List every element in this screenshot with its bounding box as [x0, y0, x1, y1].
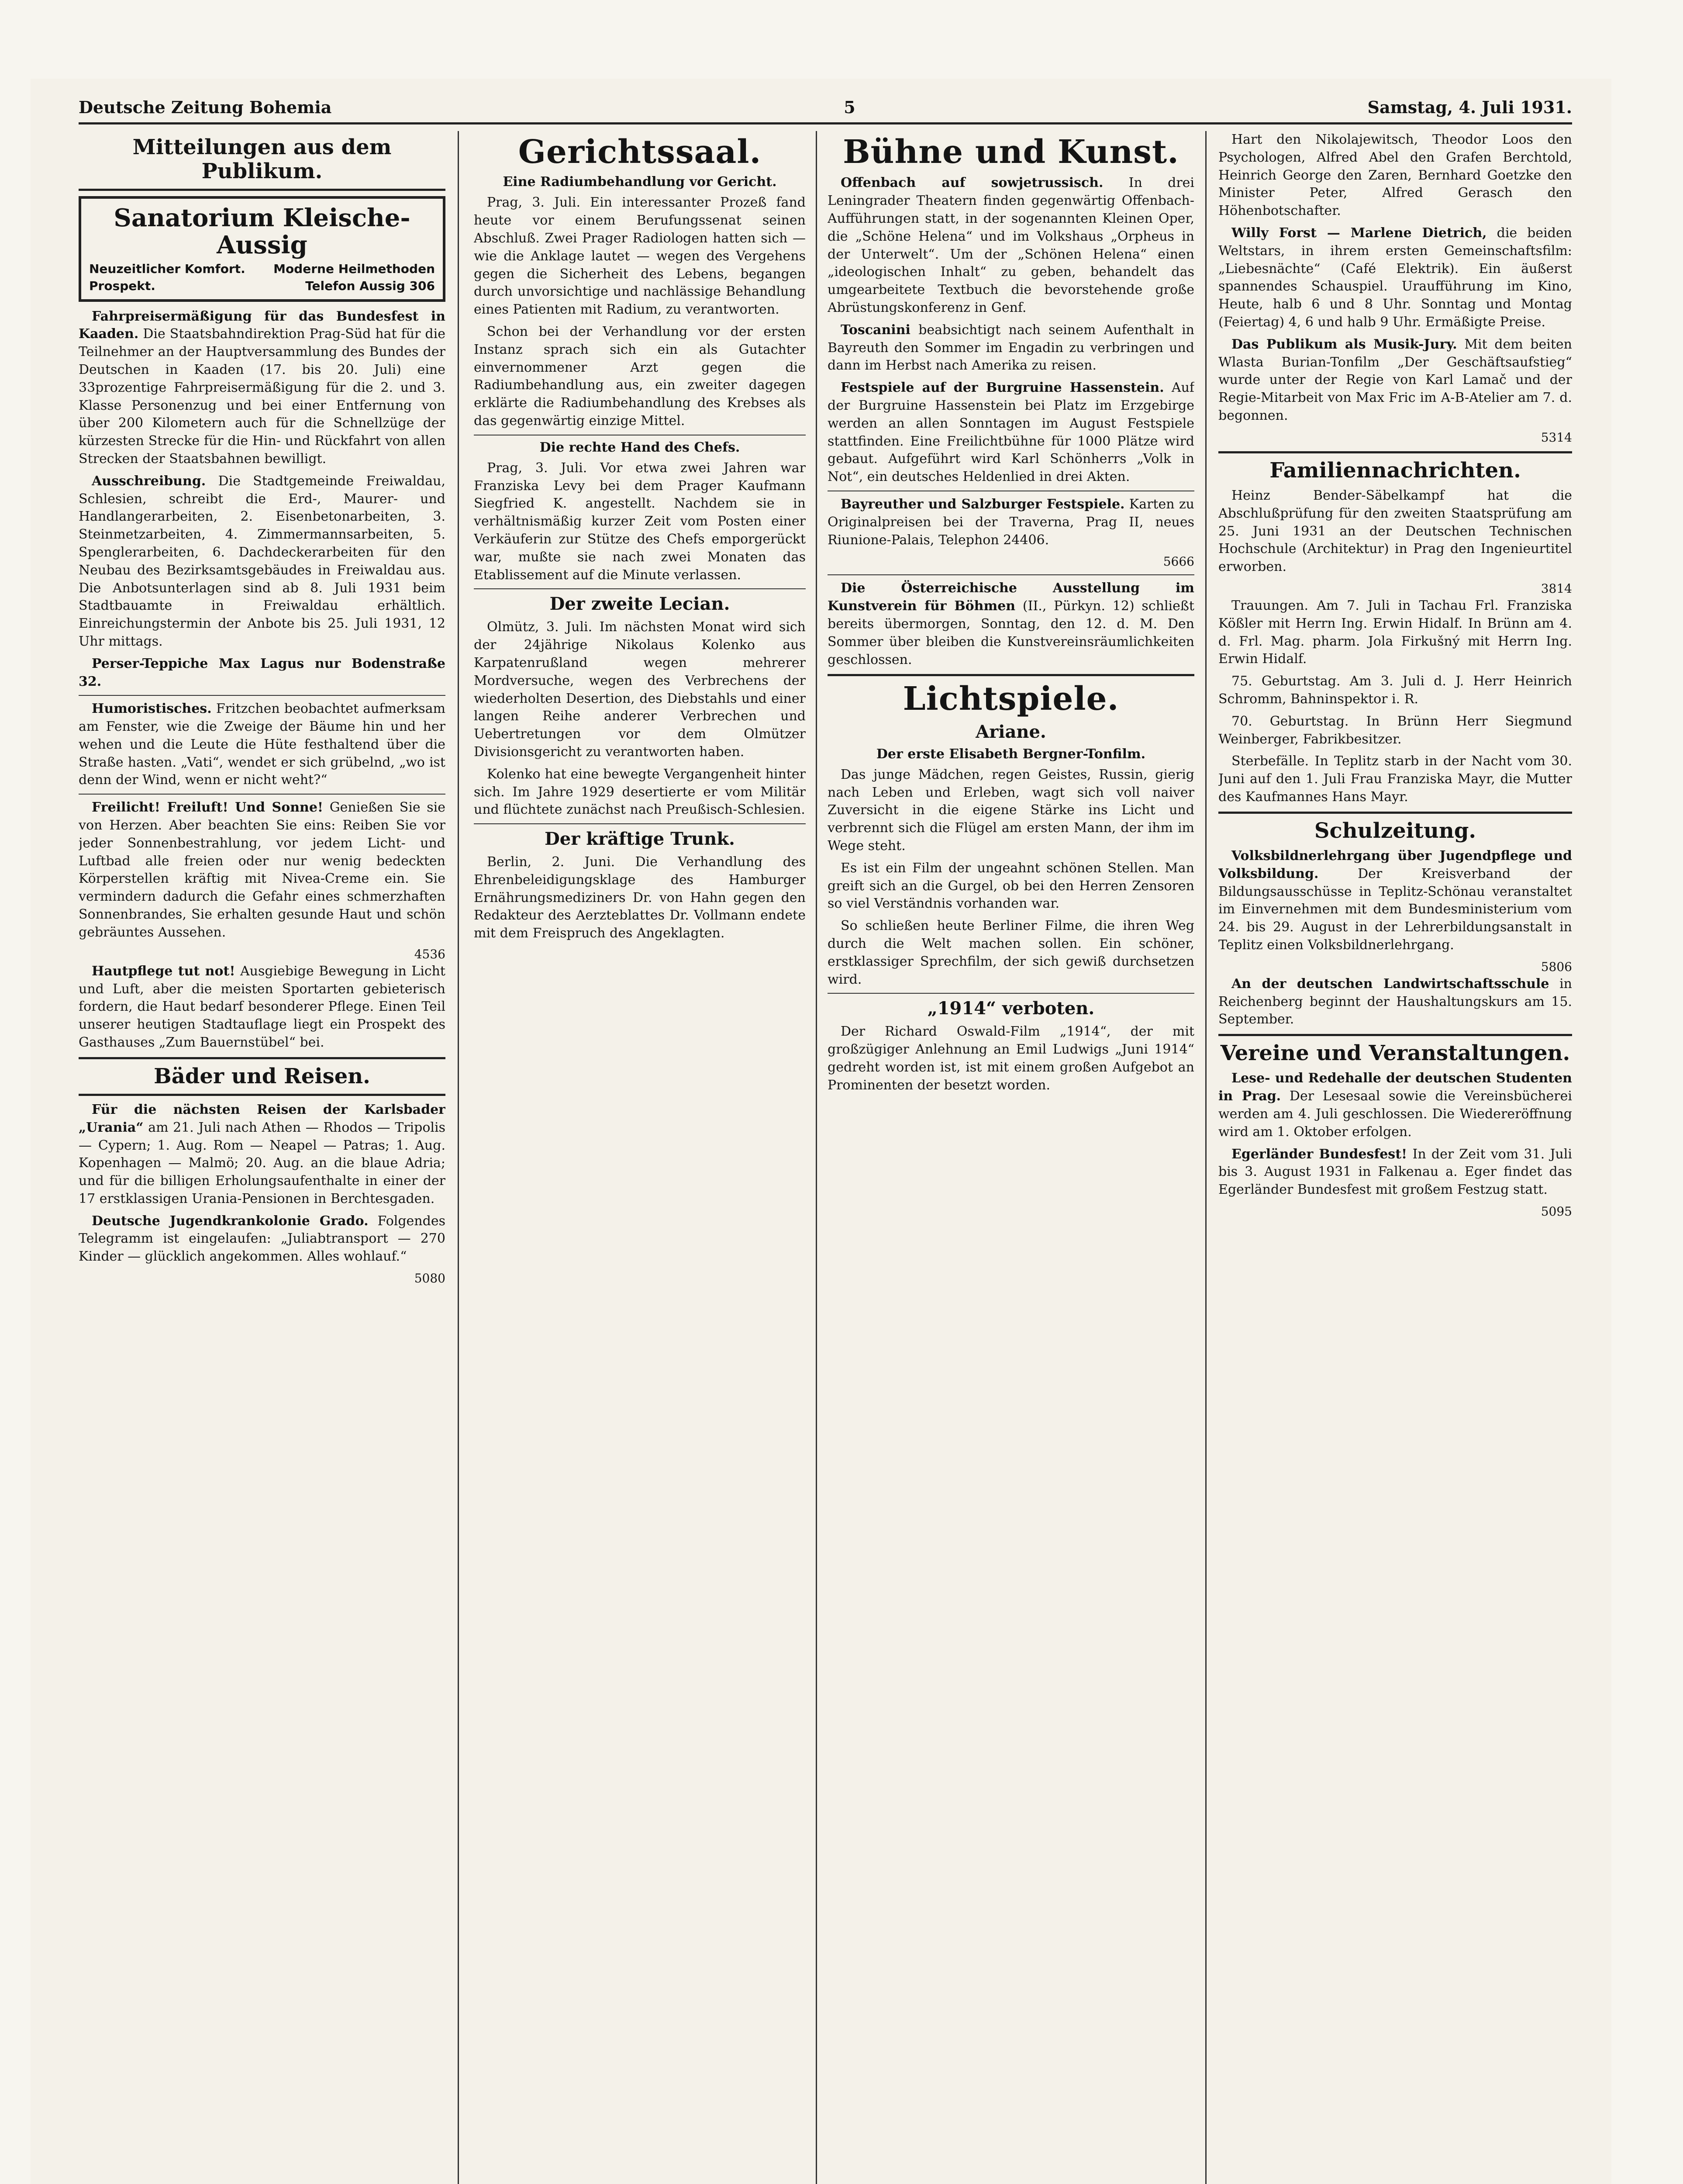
article-text: beabsichtigt nach seinem Aufenthalt in Bayreuth den Sommer im Engadin zu verbringen und dann im Herbst nach Amerika zu reisen.: [828, 322, 1194, 373]
article-body: [828, 766, 1194, 989]
article-lead: Egerländer Bundesfest!: [1231, 1146, 1407, 1162]
article-lead: Freilicht! Freiluft! Und Sonne!: [92, 800, 324, 816]
article-text: Der Richard Oswald-Film „1914“, der mit großzügiger Anlehnung an Emil Ludwigs „Juni 1914“ gedreht worden ist, ist mit einem großen Aufgebot an Prominenten der besetzt worden.: [828, 1024, 1194, 1093]
article-lead: Fahrpreisermäßigung für das Bundesfest in Kaaden.: [79, 308, 445, 342]
article-body: [79, 308, 445, 1052]
article-text: Olmütz, 3. Juli. Im nächsten Monat wird sich der 24jährige Nikolaus Kolenko aus Karpatenrußland wegen mehrerer Mordversuche, wegen des Verbrechens der wiederholten Desertion, des Diebstahls und einer langen Reihe anderer Verbrechen und Uebertretungen vor dem Olmützer Divisionsgericht zu verantworten haben.: [474, 619, 806, 760]
article-body: [1218, 1070, 1572, 1220]
article-lead: Volksbildnerlehrgang über Jugendpflege und Volksbildung.: [1218, 848, 1572, 881]
article-headline: Der kräftige Trunk.: [545, 829, 735, 850]
article-lead: Deutsche Jugendkrankolonie Grado.: [92, 1213, 369, 1229]
article-text: Schon bei der Verhandlung vor der ersten Instanz sprach sich ein als Gutachter einvernommener Arzt gegen die Radiumbehandlung aus, ein zweiter dagegen erklärte die Radiumbehandlung des Krebses als das gegenwärtig einzige Mittel.: [474, 324, 806, 429]
article-lead: Willy Forst — Marlene Dietrich,: [1231, 225, 1487, 241]
divider: [79, 1094, 445, 1096]
article-text: Berlin, 2. Juni. Die Verhandlung des Ehrenbeleidigungsklage des Hamburger Ernährungsmediziners Dr. von Hahn gegen den Redakteur des Aerzteblattes Dr. Vollmann endete mit dem Freispruch des Angeklagten.: [474, 854, 806, 941]
section-title: Bäder und Reisen.: [154, 1064, 370, 1089]
ad-text: Neuzeitlicher Komfort.: [89, 261, 245, 276]
divider: [828, 674, 1194, 676]
divider: [79, 1057, 445, 1059]
article-text: Es ist ein Film der ungeahnt schönen Stellen. Man greift sich an die Gurgel, ob bei den Herren Zensoren so viel Verständnis vorhanden war.: [828, 860, 1194, 912]
article-text: 75. Geburtstag. Am 3. Juli d. J. Herr Heinrich Schromm, Bahninspektor i. R.: [1218, 674, 1572, 707]
article-headline: Die rechte Hand des Chefs.: [539, 439, 740, 455]
article-lead: Perser-Teppiche Max Lagus nur Bodenstraße 32.: [79, 656, 445, 689]
divider: [79, 189, 445, 191]
masthead-title: Deutsche Zeitung Bohemia: [79, 97, 332, 117]
article-body: [828, 1023, 1194, 1094]
ad-text: Prospekt.: [89, 278, 155, 293]
section-title: Mitteilungen aus dem Publikum.: [132, 135, 392, 184]
article-lead: Das Publikum als Musik-Jury.: [1231, 336, 1457, 352]
divider: [474, 588, 806, 589]
article-lead: Festspiele auf der Burgruine Hassenstein.: [841, 380, 1164, 396]
column-gerichtssaal: [474, 131, 806, 2184]
column-buehne: [828, 131, 1194, 2184]
article-text: Ausgiebige Bewegung in Licht und Luft, aber die meisten Sportarten gebieterisch fordern, die Haut bedarf besonderer Pflege. Einen Teil unserer heutigen Stadtauflage liegt ein Prospekt des Gasthauses „Zum Bauernstübel“ bei.: [79, 963, 445, 1050]
section-title: Bühne und Kunst.: [843, 133, 1179, 171]
article-text: Der Lesesaal sowie die Vereinsbücherei werden am 4. Juli geschlossen. Die Wiedereröffnung wird am 1. Oktober erfolgen.: [1218, 1089, 1572, 1140]
article-text: Der Kreisverband der Bildungsausschüsse in Teplitz-Schönau veranstaltet im Einvernehmen mit dem Bundesministerium vom 24. bis 29. August in der Lehrerbildungsanstalt in Teplitz einen Volksbildnerlehrgang.: [1218, 866, 1572, 953]
article-text: in Reichenberg beginnt der Haushaltungskurs am 15. September.: [1218, 976, 1572, 1027]
article-text: Heinz Bender-Säbelkampf hat die Abschlußprüfung für den zweiten Staatsprüfung am 25. Juni 1931 an der Deutschen Technischen Hochschule (Architektur) in Prag den Ingenieurtitel erworben.: [1218, 488, 1572, 575]
issue-date: Samstag, 4. Juli 1931.: [1367, 97, 1572, 117]
column-family-school: [1218, 131, 1572, 2184]
column-rule: [816, 131, 817, 2184]
article-text: Prag, 3. Juli. Vor etwa zwei Jahren war Franziska Levy bei dem Prager Kaufmann Siegfried K. angestellt. Nachdem sie in verhältnismäßig kurzer Zeit vom Posten einer Verkäuferin zur Stütze des Chefs emporgerückt war, mußte sie nach zwei Monaten das Etablissement auf die Minute verlassen.: [474, 460, 806, 583]
article-text: Die Stadtgemeinde Freiwaldau, Schlesien, schreibt die Erd-, Maurer- und Handlangerarbeiten, 2. Eisenbetonarbeiten, 3. Steinmetzarbeiten, 4. Zimmermannsarbeiten, 5. Spenglerarbeiten, 6. Dachdeckerarbeiten für den Neubau des Bezirksamtsgebäudes in Freiwaldau aus. Die Anbotsunterlagen sind ab 8. Juli 1931 beim Stadtbauamte in Freiwaldau erhältlich. Einreichungstermin der Anbote bis 25. Juli 1931, 12 Uhr mittags.: [79, 473, 445, 649]
article-body: [474, 460, 806, 584]
divider: [474, 823, 806, 824]
article-text: In der Zeit vom 31. Juli bis 3. August 1931 in Falkenau a. Eger findet das Egerländer Bundesfest mit großem Festzug statt.: [1218, 1146, 1572, 1198]
ad-text: Telefon Aussig 306: [305, 278, 435, 293]
article-text: Auf der Burgruine Hassenstein bei Platz im Erzgebirge werden an allen Sonntagen im August Festspiele stattfinden. Eine Freilichtbühne für 1000 Plätze wird gebaut. Aufgeführt wird Karl Schönherrs „Volk in Not“, ein deutsches Heldenlied in drei Akten.: [828, 380, 1194, 485]
article-subheadline: Der erste Elisabeth Bergner-Tonfilm.: [876, 746, 1146, 762]
ad-line: [89, 262, 435, 276]
section-title: Vereine und Veranstaltungen.: [1220, 1041, 1570, 1066]
article-text: am 21. Juli nach Athen — Rhodos — Tripolis — Cypern; 1. Aug. Rom — Neapel — Patras; 1. Aug. Kopenhagen — Malmö; 20. Aug. an die blaue Adria; und für die billigen Erholungsaufenthalte in einer der 17 erstklassigen Urania-Pensionen in Berchtesgaden.: [79, 1120, 445, 1206]
ad-number: 5806: [1541, 959, 1572, 974]
article-text: So schließen heute Berliner Filme, die ihren Weg durch die Welt machen sollen. Ein schöner, erstklassiger Sprechfilm, der sich gewiß durchsetzen wird.: [828, 918, 1194, 987]
article-body: [1218, 487, 1572, 806]
article-text: Trauungen. Am 7. Juli in Tachau Frl. Franziska Kößler mit Herrn Ing. Erwin Hidalf. In Brünn am 4. d. Frl. Mag. pharm. Jola Firkušný mit Herrn Ing. Erwin Hidalf.: [1218, 598, 1572, 667]
page-header: [79, 92, 1572, 124]
article-body: [474, 619, 806, 819]
article-headline: Der zweite Lecian.: [549, 594, 730, 615]
article-text: Die Staatsbahndirektion Prag-Süd hat für die Teilnehmer an der Hauptversammlung des Bundes der Deutschen in Kaaden (17. bis 20. Juli) eine 33prozentige Fahrpreisermäßigung für die 2. und 3. Klasse Personenzug und bei einer Entfernung von über 200 Kilometern auch für die Schnellzüge der kürzesten Strecke für die Hin- und Rückfahrt von allen Strecken der Staatsbahnen bewilligt.: [79, 326, 445, 467]
article-text: Folgendes Telegramm ist eingelaufen: „Juliabtransport — 270 Kinder — glücklich angekommen. Alles wohlauf.“: [79, 1213, 445, 1265]
ad-number: 5314: [1541, 430, 1572, 445]
article-text: Das junge Mädchen, regen Geistes, Russin, gierig nach Leben und Erleben, wagt sich voll naiver Zuversicht in die eigene Stärke ins Licht und verbrennt sich die Flügel am ersten Mann, der ihm im Wege steht.: [828, 767, 1194, 854]
section-title: Familiennachrichten.: [1269, 458, 1521, 483]
ad-line: [89, 279, 435, 293]
article-text: Prag, 3. Juli. Ein interessanter Prozeß fand heute vor einem Berufungssenat seinen Abschluß. Zwei Prager Radiologen hatten sich — wie die Anklage lautet — wegen des Vergehens gegen die Sicherheit des Lebens, begangen durch unvorsichtige und nachlässige Behandlung eines Patienten mit Radium, zu verantworten.: [474, 195, 806, 318]
article-text: die beiden Weltstars, in ihrem ersten Gemeinschaftsfilm: „Liebesnächte“ (Café Elektrik). Ein äußerst spannendes Schauspiel. Uraufführung im Kino, Heute, halb 6 und 8 Uhr. Sonntag und Montag (Feiertag) 4, 6 und halb 9 Uhr. Ermäßigte Preise.: [1218, 225, 1572, 330]
page-number: 5: [844, 97, 855, 117]
article-text: Hart den Nikolajewitsch, Theodor Loos den Psychologen, Alfred Abel den Grafen Berchtold, Heinrich George den Zaren, Bernhard Goetzke den Minister Peter, Alfred Gerasch den Höhenbotschafter.: [1218, 132, 1572, 219]
article-lead: Toscanini: [841, 322, 910, 338]
article-text: Karten zu Originalpreisen bei der Traverna, Prag II, neues Riunione-Palais, Telephon 24406.: [828, 496, 1194, 548]
ad-number: 5095: [1541, 1204, 1572, 1219]
ad-number: 4536: [414, 947, 445, 961]
article-body: [828, 174, 1194, 669]
article-lead: An der deutschen Landwirtschaftsschule: [1231, 976, 1549, 992]
column-rule: [458, 131, 459, 2184]
article-text: (II., Pürkyn. 12) schließt bereits übermorgen, Sonntag, den 12. d. M. Den Sommer über bleiben die Kunstvereinsräumlichkeiten geschlossen.: [828, 598, 1194, 667]
article-text: 70. Geburtstag. In Brünn Herr Siegmund Weinberger, Fabrikbesitzer.: [1218, 713, 1572, 747]
article-text: Mit dem beiten Wlasta Burian-Tonfilm „Der Geschäftsaufstieg“ wurde unter der Regie von Karl Lamač und der Regie-Mitarbeit von Max Fric im A-B-Atelier am 7. d. begonnen.: [1218, 336, 1572, 423]
ad-text: Moderne Heilmethoden: [273, 261, 435, 276]
article-lead: Ausschreibung.: [92, 473, 206, 489]
ad-number: 3814: [1541, 581, 1572, 596]
divider: [828, 574, 1194, 575]
sanatorium-advertisement: [79, 196, 445, 301]
article-body: [1218, 131, 1572, 446]
article-text: Genießen Sie sie von Herzen. Aber beachten Sie eins: Reiben Sie vor jeder Sonnenbestrahlung, vor jedem Licht- und Luftbad alle freien oder nur wenig bedeckten Körperstellen kräftig mit Nivea-Creme ein. Sie vermindern dadurch die Gefahr eines schmerzhaften Sonnenbrandes, Sie erhalten gesunde Haut und schön gebräuntes Aussehen.: [79, 800, 445, 940]
article-text: Kolenko hat eine bewegte Vergangenheit hinter sich. Im Jahre 1929 desertierte er vom Militär und flüchtete zunächst nach Preußisch-Schlesien.: [474, 766, 806, 818]
divider: [79, 695, 445, 696]
article-text: In drei Leningrader Theatern finden gegenwärtig Offenbach-Aufführungen statt, in der sogenannten Kleinen Oper, die „Schöne Helena“ und im Volkshaus „Orpheus in der Unterwelt“. Um der „Schönen Helena“ einen „ideologischen Inhalt“ zu geben, behandelt das umgearbeitete Textbuch die bevorstehende große Abrüstungskonferenz in Genf.: [828, 175, 1194, 315]
divider: [1218, 451, 1572, 453]
article-body: [1218, 847, 1572, 1029]
article-headline: Eine Radiumbehandlung vor Gericht.: [503, 174, 777, 190]
ad-title: Sanatorium Kleische-Aussig: [114, 204, 410, 259]
section-title: Gerichtssaal.: [518, 133, 762, 171]
ad-number: 5666: [1163, 554, 1194, 569]
article-lead: Die Österreichische Ausstellung im Kunstverein für Böhmen: [828, 581, 1194, 614]
column-publikum: [79, 131, 445, 2184]
divider: [1218, 812, 1572, 814]
section-title: Lichtspiele.: [903, 680, 1119, 718]
section-title: Schulzeitung.: [1314, 818, 1476, 843]
article-lead: Lese- und Redehalle der deutschen Studenten in Prag.: [1218, 1071, 1572, 1104]
article-text: Fritzchen beobachtet aufmerksam am Fenster, wie die Zweige der Bäume hin und her wehen und die Leute die Hüte festhaltend über die Straße hasten. „Vati“, wendet er sich grübelnd, „wo ist denn der Wind, wenn er nicht weht?“: [79, 701, 445, 788]
divider: [1218, 1034, 1572, 1036]
article-lead: Bayreuther und Salzburger Festspiele.: [841, 496, 1125, 512]
divider: [828, 993, 1194, 994]
article-lead: Für die nächsten Reisen der Karlsbader „Urania“: [79, 1102, 445, 1135]
article-headline: Ariane.: [976, 721, 1046, 742]
article-lead: Offenbach auf sowjetrussisch.: [841, 175, 1104, 191]
article-headline: „1914“ verboten.: [927, 998, 1095, 1019]
article-lead: Hautpflege tut not!: [92, 963, 235, 979]
article-lead: Humoristisches.: [92, 701, 212, 717]
article-body: [474, 194, 806, 430]
article-text: Sterbefälle. In Teplitz starb in der Nacht vom 30. Juni auf den 1. Juli Frau Franziska Mayr, die Mutter des Kaufmannes Hans Mayr.: [1218, 753, 1572, 805]
column-rule: [1205, 131, 1207, 2184]
article-body: [79, 1101, 445, 1287]
ad-number: 5080: [414, 1271, 445, 1286]
divider: [79, 794, 445, 795]
article-body: [474, 854, 806, 943]
